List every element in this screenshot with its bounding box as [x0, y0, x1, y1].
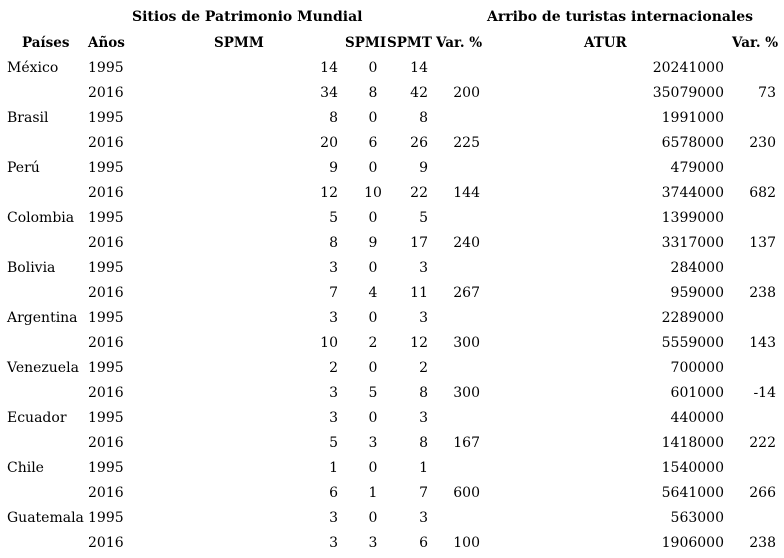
cell-year: 1995: [88, 460, 124, 476]
cell-var-atur: 238: [749, 535, 776, 551]
column-header-var-atur: Var. %: [732, 35, 779, 51]
cell-spmt: 9: [419, 160, 428, 176]
cell-country: Colombia: [7, 210, 75, 226]
cell-spmt: 3: [419, 510, 428, 526]
cell-spmt: 8: [419, 385, 428, 401]
cell-spmt: 8: [419, 110, 428, 126]
column-header-atur: ATUR: [584, 35, 627, 51]
cell-year: 2016: [88, 435, 124, 451]
cell-atur: 20241000: [652, 60, 724, 76]
cell-spmi: 3: [368, 535, 378, 551]
cell-year: 2016: [88, 85, 124, 101]
cell-year: 2016: [88, 285, 124, 301]
cell-year: 2016: [88, 535, 124, 551]
cell-spmm: 3: [329, 385, 338, 401]
cell-spmm: 20: [320, 135, 338, 151]
cell-spmi: 0: [368, 310, 378, 326]
cell-spmm: 1: [329, 460, 338, 476]
cell-atur: 6578000: [661, 135, 724, 151]
cell-spmi: 0: [368, 360, 378, 376]
column-header-country: Países: [22, 35, 70, 51]
cell-spmm: 8: [329, 110, 338, 126]
cell-spmt: 12: [410, 335, 428, 351]
cell-spmm: 34: [320, 85, 338, 101]
cell-spmt: 22: [410, 185, 428, 201]
cell-var-spm: 300: [453, 385, 480, 401]
cell-spmt: 3: [419, 410, 428, 426]
cell-var-atur: 222: [749, 435, 776, 451]
cell-atur: 35079000: [652, 85, 724, 101]
cell-atur: 440000: [670, 410, 724, 426]
cell-atur: 1418000: [661, 435, 724, 451]
column-header-year: Años: [88, 35, 125, 51]
cell-spmm: 3: [329, 310, 338, 326]
cell-spmm: 5: [329, 435, 338, 451]
cell-year: 2016: [88, 185, 124, 201]
cell-atur: 3744000: [661, 185, 724, 201]
cell-country: Ecuador: [7, 410, 67, 426]
cell-spmt: 3: [419, 310, 428, 326]
group-header-tourist-arrivals: Arribo de turistas internacionales: [487, 9, 754, 25]
cell-spmt: 11: [410, 285, 428, 301]
cell-spmi: 2: [368, 335, 378, 351]
cell-year: 1995: [88, 360, 124, 376]
cell-atur: 5559000: [661, 335, 724, 351]
cell-var-atur: 266: [749, 485, 776, 501]
cell-year: 2016: [88, 135, 124, 151]
cell-var-spm: 200: [453, 85, 480, 101]
cell-atur: 959000: [670, 285, 724, 301]
cell-spmt: 1: [419, 460, 428, 476]
cell-spmm: 10: [320, 335, 338, 351]
group-header-world-heritage: Sitios de Patrimonio Mundial: [132, 9, 363, 25]
cell-spmi: 5: [368, 385, 378, 401]
cell-atur: 2289000: [661, 310, 724, 326]
cell-atur: 1991000: [661, 110, 724, 126]
column-header-spmt: SPMT: [387, 35, 432, 51]
cell-country: Chile: [7, 460, 44, 476]
cell-atur: 284000: [670, 260, 724, 276]
cell-spmt: 26: [410, 135, 428, 151]
cell-year: 1995: [88, 260, 124, 276]
cell-country: Brasil: [7, 110, 49, 126]
cell-year: 1995: [88, 410, 124, 426]
cell-country: Guatemala: [7, 510, 84, 526]
cell-year: 1995: [88, 310, 124, 326]
cell-spmm: 3: [329, 510, 338, 526]
cell-var-atur: 238: [749, 285, 776, 301]
cell-spmi: 0: [368, 460, 378, 476]
cell-spmi: 4: [368, 285, 378, 301]
cell-spmt: 42: [410, 85, 428, 101]
cell-spmi: 3: [368, 435, 378, 451]
column-header-spmm: SPMM: [214, 35, 264, 51]
cell-var-spm: 300: [453, 335, 480, 351]
cell-var-spm: 600: [453, 485, 480, 501]
cell-spmm: 8: [329, 235, 338, 251]
cell-var-atur: -14: [753, 385, 776, 401]
cell-year: 2016: [88, 485, 124, 501]
cell-spmm: 3: [329, 535, 338, 551]
cell-spmi: 0: [368, 510, 378, 526]
cell-spmm: 7: [329, 285, 338, 301]
cell-spmt: 17: [410, 235, 428, 251]
cell-atur: 479000: [670, 160, 724, 176]
cell-var-spm: 225: [453, 135, 480, 151]
cell-year: 2016: [88, 335, 124, 351]
cell-spmi: 6: [368, 135, 378, 151]
cell-year: 1995: [88, 210, 124, 226]
cell-country: México: [7, 60, 59, 76]
cell-var-spm: 240: [453, 235, 480, 251]
cell-spmi: 0: [368, 160, 378, 176]
cell-var-atur: 230: [749, 135, 776, 151]
cell-var-spm: 144: [453, 185, 480, 201]
cell-var-atur: 73: [758, 85, 776, 101]
cell-spmm: 6: [329, 485, 338, 501]
cell-spmm: 2: [329, 360, 338, 376]
cell-spmt: 14: [410, 60, 428, 76]
cell-var-spm: 167: [453, 435, 480, 451]
cell-spmt: 6: [419, 535, 428, 551]
cell-spmt: 2: [419, 360, 428, 376]
cell-var-atur: 143: [749, 335, 776, 351]
cell-spmi: 0: [368, 410, 378, 426]
cell-spmi: 9: [368, 235, 378, 251]
cell-country: Argentina: [7, 310, 78, 326]
column-header-var-spm: Var. %: [436, 35, 483, 51]
cell-atur: 1540000: [661, 460, 724, 476]
cell-year: 1995: [88, 110, 124, 126]
cell-var-spm: 100: [453, 535, 480, 551]
column-header-spmi: SPMI: [345, 35, 387, 51]
cell-spmi: 0: [368, 60, 378, 76]
cell-atur: 563000: [670, 510, 724, 526]
cell-year: 1995: [88, 60, 124, 76]
cell-spmm: 14: [320, 60, 338, 76]
cell-spmt: 8: [419, 435, 428, 451]
cell-country: Perú: [7, 160, 40, 176]
cell-var-atur: 682: [749, 185, 776, 201]
cell-var-atur: 137: [749, 235, 776, 251]
cell-spmi: 8: [368, 85, 378, 101]
cell-spmm: 3: [329, 410, 338, 426]
cell-year: 1995: [88, 510, 124, 526]
cell-spmt: 7: [419, 485, 428, 501]
cell-spmt: 5: [419, 210, 428, 226]
cell-spmi: 0: [368, 110, 378, 126]
cell-atur: 3317000: [661, 235, 724, 251]
cell-atur: 1906000: [661, 535, 724, 551]
cell-atur: 601000: [670, 385, 724, 401]
cell-country: Bolivia: [7, 260, 56, 276]
cell-spmi: 0: [368, 260, 378, 276]
cell-atur: 700000: [670, 360, 724, 376]
cell-spmm: 3: [329, 260, 338, 276]
cell-spmi: 1: [368, 485, 378, 501]
cell-year: 2016: [88, 385, 124, 401]
cell-spmm: 5: [329, 210, 338, 226]
cell-spmm: 9: [329, 160, 338, 176]
cell-spmi: 10: [364, 185, 382, 201]
cell-spmi: 0: [368, 210, 378, 226]
cell-spmt: 3: [419, 260, 428, 276]
cell-atur: 1399000: [661, 210, 724, 226]
cell-year: 1995: [88, 160, 124, 176]
cell-var-spm: 267: [453, 285, 480, 301]
cell-country: Venezuela: [7, 360, 79, 376]
cell-atur: 5641000: [661, 485, 724, 501]
cell-spmm: 12: [320, 185, 338, 201]
cell-year: 2016: [88, 235, 124, 251]
